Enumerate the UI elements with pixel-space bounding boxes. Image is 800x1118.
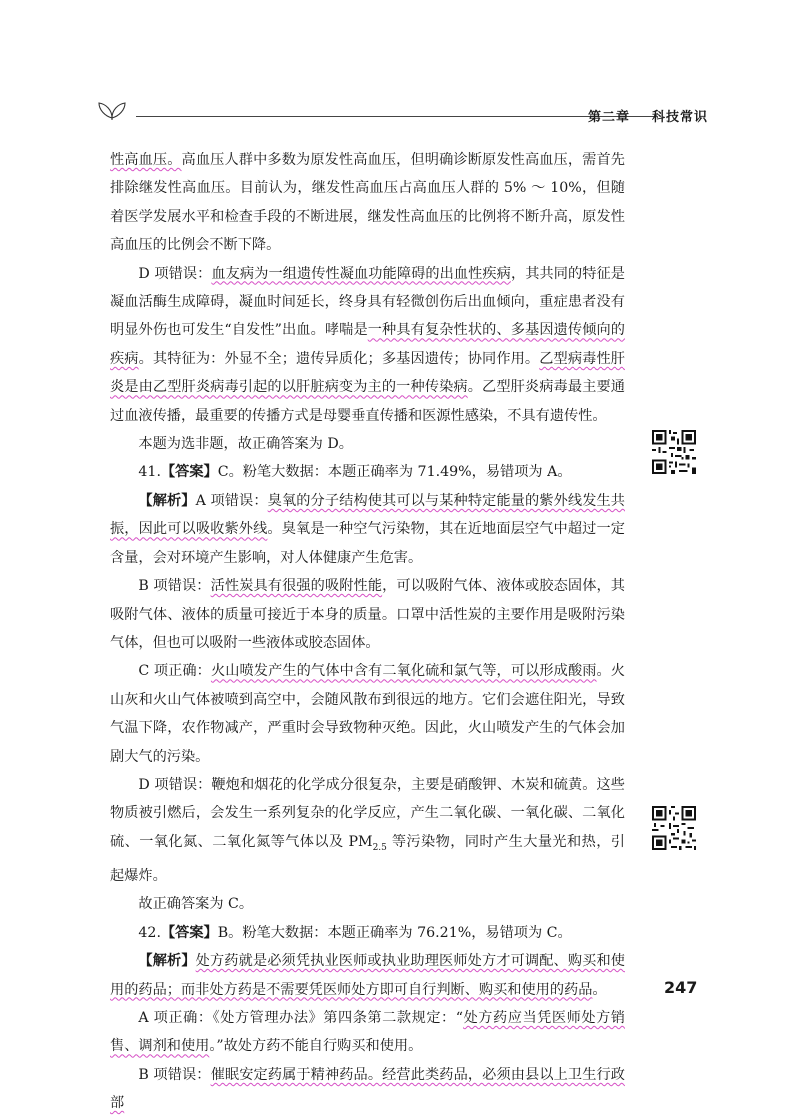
- qr-code-icon[interactable]: [652, 430, 696, 474]
- paragraph: B 项错误：催眠安定药属于精神药品。经营此类药品，必须由县以上卫生行政部: [110, 1066, 625, 1112]
- paragraph: 性高血压。高血压人群中多数为原发性高血压，但明确诊断原发性高血压，需首先排除继发性高血压。目前认为，继发性高血压占高血压人群的 5% ～ 10%，但随着医学发展水平和检查手段的不断进展，继发性高血压的比例将不断升高，原发性高血压的比例会不断下降。: [110, 152, 625, 254]
- question-41-answer: 41.【答案】C。粉笔大数据：本题正确率为 71.49%，易错项为 A。: [138, 464, 572, 481]
- paragraph: 【解析】处方药就是必须凭执业医师或执业助理医师处方才可调配、购买和使用的药品；而非处方药是不需要凭医师处方即可自行判断、购买和使用的药品。: [110, 953, 625, 998]
- paragraph: B 项错误：活性炭具有很强的吸附性能，可以吸附气体、液体或胶态固体，其吸附气体、液体的质量可接近于本身的质量。口罩中活性炭的主要作用是吸附污染气体，但也可以吸附一些液体或胶态固体。: [110, 578, 625, 651]
- paragraph: C 项正确：火山喷发产生的气体中含有二氧化硫和氯气等，可以形成酸雨。火山灰和火山气体被喷到高空中，会随风散布到很远的地方。它们会遮住阳光，导致气温下降，农作物减产，严重时会导致物种灭绝。因此，火山喷发产生的气体会加剧大气的污染。: [110, 663, 625, 765]
- paragraph: 故正确答案为 C。: [138, 896, 254, 913]
- qr-code-icon[interactable]: [652, 806, 696, 850]
- question-42-answer: 42.【答案】B。粉笔大数据：本题正确率为 76.21%，易错项为 C。: [138, 924, 572, 941]
- paragraph: 【解析】A 项错误：臭氧的分子结构使其可以与某种特定能量的紫外线发生共振，因此可以吸收紫外线。臭氧是一种空气污染物，其在近地面层空气中超过一定含量，会对环境产生影响，对人体健康产生危害。: [110, 492, 625, 566]
- chapter-title: 第二章 科技常识: [587, 110, 708, 125]
- page-header: [96, 92, 716, 132]
- paragraph: A 项正确：《处方管理办法》第四条第二款规定：“处方药应当凭医师处方销售、调剂和使用。”故处方药不能自行购买和使用。: [110, 1010, 625, 1055]
- paragraph: D 项错误：鞭炮和烟花的化学成分很复杂，主要是硝酸钾、木炭和硫黄。这些物质被引燃后，会发生一系列复杂的化学反应，产生二氧化碳、一氧化碳、二氧化硫、一氧化氮、二氧化氮等气体以及 $PM_{2.5}$ 等污染物，同时产生大量光和热，引起爆炸。: [110, 776, 625, 884]
- paragraph: D 项错误：血友病为一组遗传性凝血功能障碍的出血性疾病，其共同的特征是凝血活酶生成障碍，凝血时间延长，终身具有轻微创伤后出血倾向，重症患者没有明显外伤也可发生“自发性”出血。哮喘是一种具有复杂性状的、多基因遗传倾向的疾病。其特征为：外显不全；遗传异质化；多基因遗传；协同作用。乙型病毒性肝炎是由乙型肝炎病毒引起的以肝脏病变为主的一种传染病。乙型肝炎病毒最主要通过血液传播，最重要的传播方式是母婴垂直传播和医源性感染，不具有遗传性。: [110, 265, 625, 424]
- header-rule: [136, 116, 656, 117]
- paragraph: 本题为选非题，故正确答案为 D。: [138, 436, 353, 453]
- page-number: 247: [664, 978, 698, 997]
- leaf-icon: [96, 98, 128, 120]
- answer-explanations: [110, 146, 625, 1118]
